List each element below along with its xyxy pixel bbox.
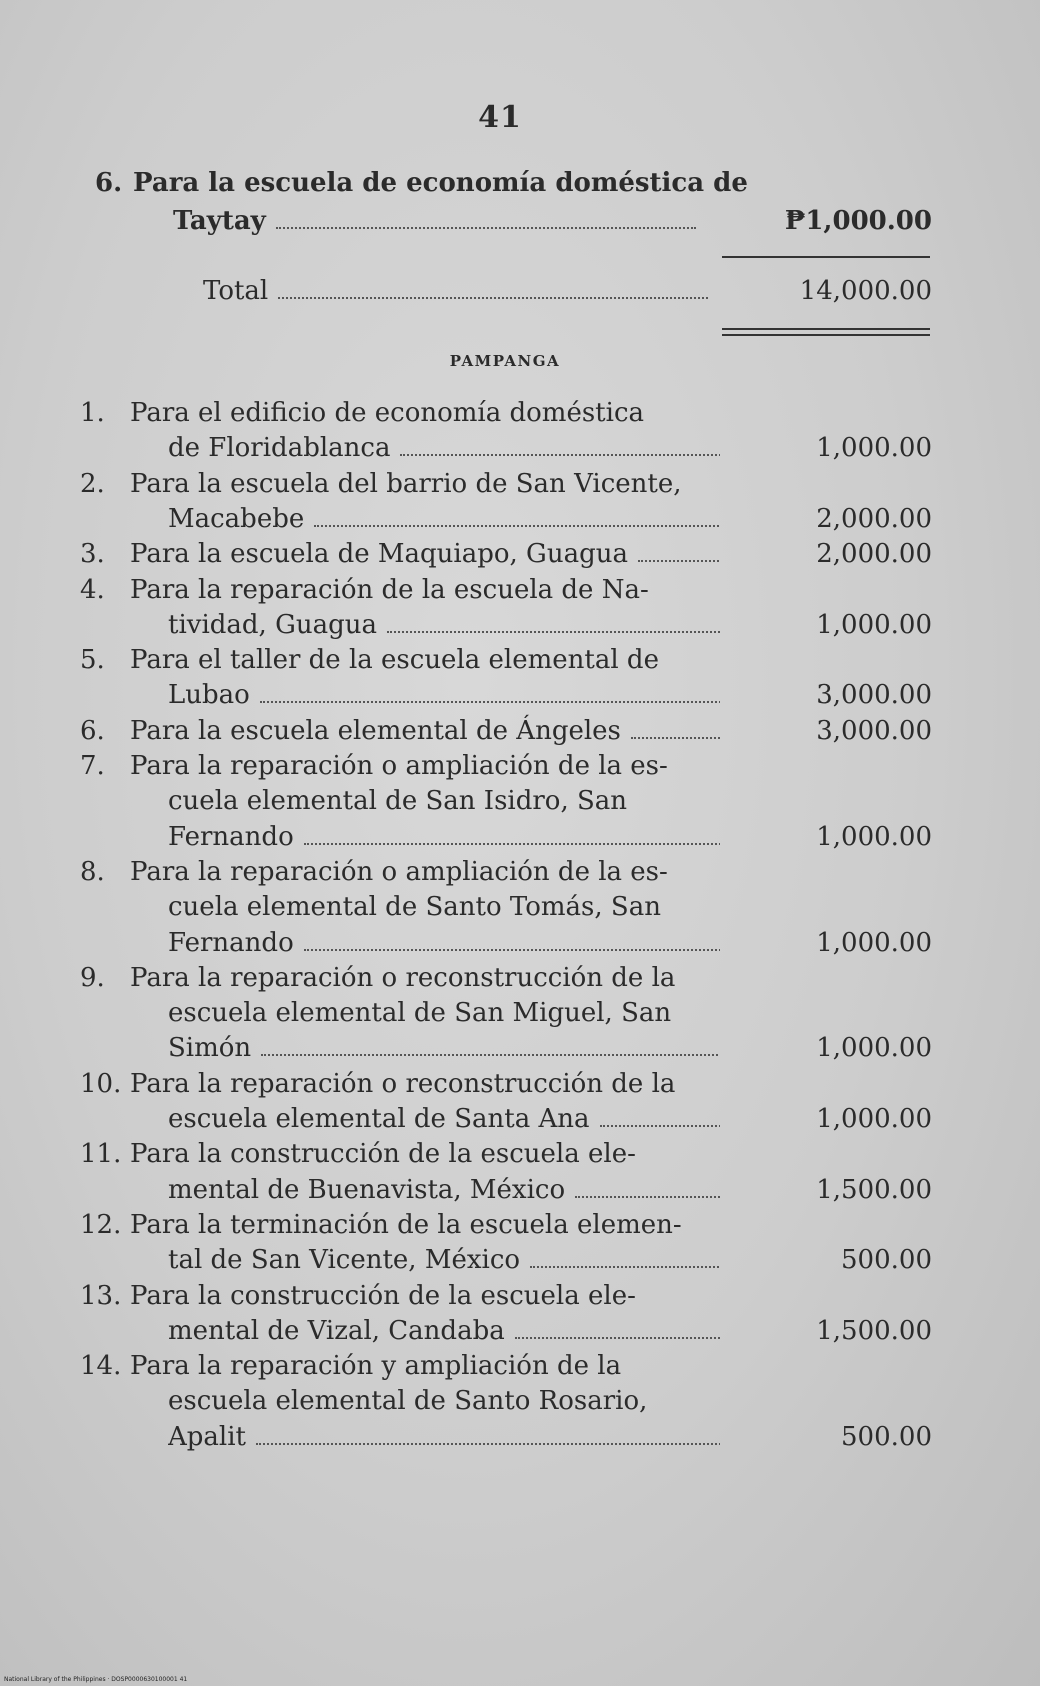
item-number: 10.: [80, 1068, 122, 1099]
item-line-text: Para la reparación o ampliación de la es-: [130, 856, 668, 887]
item-line: [130, 1137, 636, 1171]
item-line: [130, 961, 675, 995]
leader-dots: [631, 736, 720, 739]
item-amount: 1,000.00: [816, 1104, 932, 1134]
item-number: 14.: [80, 1351, 122, 1382]
item-line-text: Para la escuela elemental de Ángeles: [130, 715, 621, 746]
leader-dots: [260, 700, 720, 703]
item-line-text: cuela elemental de San Isidro, San: [168, 786, 628, 817]
total-row: [203, 274, 721, 308]
item-line: [168, 784, 627, 818]
item-line-text: escuela elemental de Santa Ana: [168, 1104, 590, 1134]
item-line-text: cuela elemental de Santo Tomás, San: [168, 892, 661, 923]
item-line: [168, 502, 720, 536]
item-line-text: escuela elemental de San Miguel, San: [168, 998, 672, 1029]
item-line-text: Para el taller de la escuela elemental de: [130, 645, 659, 676]
item-line: [168, 1420, 720, 1454]
item-number: 3.: [80, 539, 105, 570]
item-amount: 1,000.00: [816, 433, 932, 464]
item-amount: 500.00: [841, 1421, 932, 1452]
item-amount: 3,000.00: [816, 715, 932, 746]
top-entry-amount: ₱1,000.00: [784, 206, 932, 236]
item-line-text: escuela elemental de Santo Rosario,: [168, 1386, 648, 1417]
item-line-text: Para la construcción de la escuela ele-: [130, 1139, 636, 1170]
item-amount: 500.00: [841, 1245, 932, 1276]
item-amount: 3,000.00: [816, 680, 932, 711]
leader-dots: [304, 842, 720, 845]
item-line: [130, 1067, 675, 1101]
item-line-text: de Floridablanca: [168, 433, 391, 464]
item-line-text: Apalit: [168, 1421, 246, 1452]
top-entry-line2-text: Taytay: [173, 206, 266, 236]
item-line: [168, 996, 671, 1030]
item-line-text: mental de Buenavista, México: [168, 1174, 566, 1205]
item-amount: 1,000.00: [816, 1033, 932, 1064]
leader-dots: [530, 1265, 720, 1268]
item-line: [168, 1173, 720, 1207]
item-amount: 1,500.00: [816, 1315, 932, 1346]
item-line: [130, 1208, 682, 1242]
item-line: [168, 678, 720, 712]
item-line-text: Para la reparación y ampliación de la: [130, 1351, 622, 1382]
leader-dots: [387, 630, 720, 633]
item-line-text: Fernando: [168, 927, 294, 958]
top-entry-line1: Para la escuela de economía doméstica de: [133, 168, 748, 198]
item-line: [130, 749, 668, 783]
leader-dots: [304, 948, 720, 951]
double-rule-bottom: [722, 334, 930, 336]
item-line-text: Macabebe: [168, 503, 305, 534]
page-number: 41: [478, 100, 522, 135]
item-number: 13.: [80, 1280, 122, 1311]
item-number: 11.: [80, 1139, 122, 1170]
item-number: 7.: [80, 751, 105, 781]
footer-credit: National Library of the Philippines · DOSP0000630100001 41: [4, 1676, 188, 1683]
item-line: [168, 1102, 720, 1136]
section-title: PAMPANGA: [449, 352, 561, 370]
leader-dots: [575, 1195, 720, 1198]
item-line-text: Fernando: [168, 821, 294, 852]
item-line-text: Para la reparación o ampliación de la es-: [130, 751, 668, 781]
item-line-text: tal de San Vicente, México: [168, 1245, 521, 1276]
item-line: [168, 820, 720, 854]
item-line-text: Para la terminación de la escuela elemen-: [130, 1209, 682, 1240]
item-line-text: Para la escuela de Maquiapo, Guagua: [130, 539, 628, 570]
total-label: Total: [203, 276, 269, 306]
leader-dots: [278, 296, 708, 299]
item-line: [168, 890, 661, 924]
item-line: [130, 467, 682, 501]
item-amount: 1,500.00: [816, 1174, 932, 1205]
item-number: 4.: [80, 574, 105, 605]
item-line: [168, 608, 720, 642]
item-line-text: Para la reparación o reconstrucción de la: [130, 962, 676, 993]
item-line-text: Para la escuela del barrio de San Vicente,: [130, 468, 682, 499]
item-line: [168, 1384, 647, 1418]
item-line: [130, 573, 649, 607]
top-entry-line2: [173, 204, 721, 238]
item-line: [130, 537, 720, 571]
leader-dots: [276, 226, 696, 229]
total-amount: 14,000.00: [799, 276, 932, 306]
leader-dots: [314, 524, 720, 527]
item-number: 6.: [80, 715, 105, 746]
item-amount: 1,000.00: [816, 927, 932, 958]
item-line: [168, 926, 720, 960]
item-line-text: Lubao: [168, 680, 250, 711]
top-entry-number: 6.: [95, 168, 123, 198]
leader-dots: [261, 1053, 720, 1056]
item-line-text: Para la reparación o reconstrucción de la: [130, 1068, 676, 1099]
leader-dots: [600, 1124, 721, 1127]
item-number: 2.: [80, 468, 105, 499]
leader-dots: [400, 453, 720, 456]
double-rule-top: [722, 328, 930, 330]
item-line-text: Simón: [168, 1033, 252, 1064]
item-line: [168, 1243, 720, 1277]
item-amount: 1,000.00: [816, 609, 932, 640]
item-line: [168, 1031, 720, 1065]
item-line-text: Para la reparación de la escuela de Na-: [130, 574, 649, 605]
item-number: 8.: [80, 856, 105, 887]
item-line: [130, 1279, 636, 1313]
item-line: [130, 1349, 621, 1383]
item-line: [168, 431, 720, 465]
item-line-text: Para el edificio de economía doméstica: [130, 398, 645, 428]
leader-dots: [638, 559, 720, 562]
item-line-text: Para la construcción de la escuela ele-: [130, 1280, 636, 1311]
item-line: [130, 855, 668, 889]
item-line: [130, 714, 720, 748]
leader-dots: [515, 1336, 720, 1339]
item-number: 5.: [80, 645, 105, 676]
item-number: 12.: [80, 1209, 122, 1240]
item-line-text: tividad, Guagua: [168, 609, 377, 640]
item-amount: 2,000.00: [816, 503, 932, 534]
item-number: 9.: [80, 962, 105, 993]
item-amount: 2,000.00: [816, 539, 932, 570]
item-line: [130, 643, 659, 677]
leader-dots: [256, 1442, 720, 1445]
item-amount: 1,000.00: [816, 821, 932, 852]
item-line-text: mental de Vizal, Candaba: [168, 1315, 505, 1346]
item-line: [168, 1314, 720, 1348]
item-line: [130, 396, 644, 430]
sum-rule: [722, 256, 930, 258]
item-number: 1.: [80, 398, 105, 428]
